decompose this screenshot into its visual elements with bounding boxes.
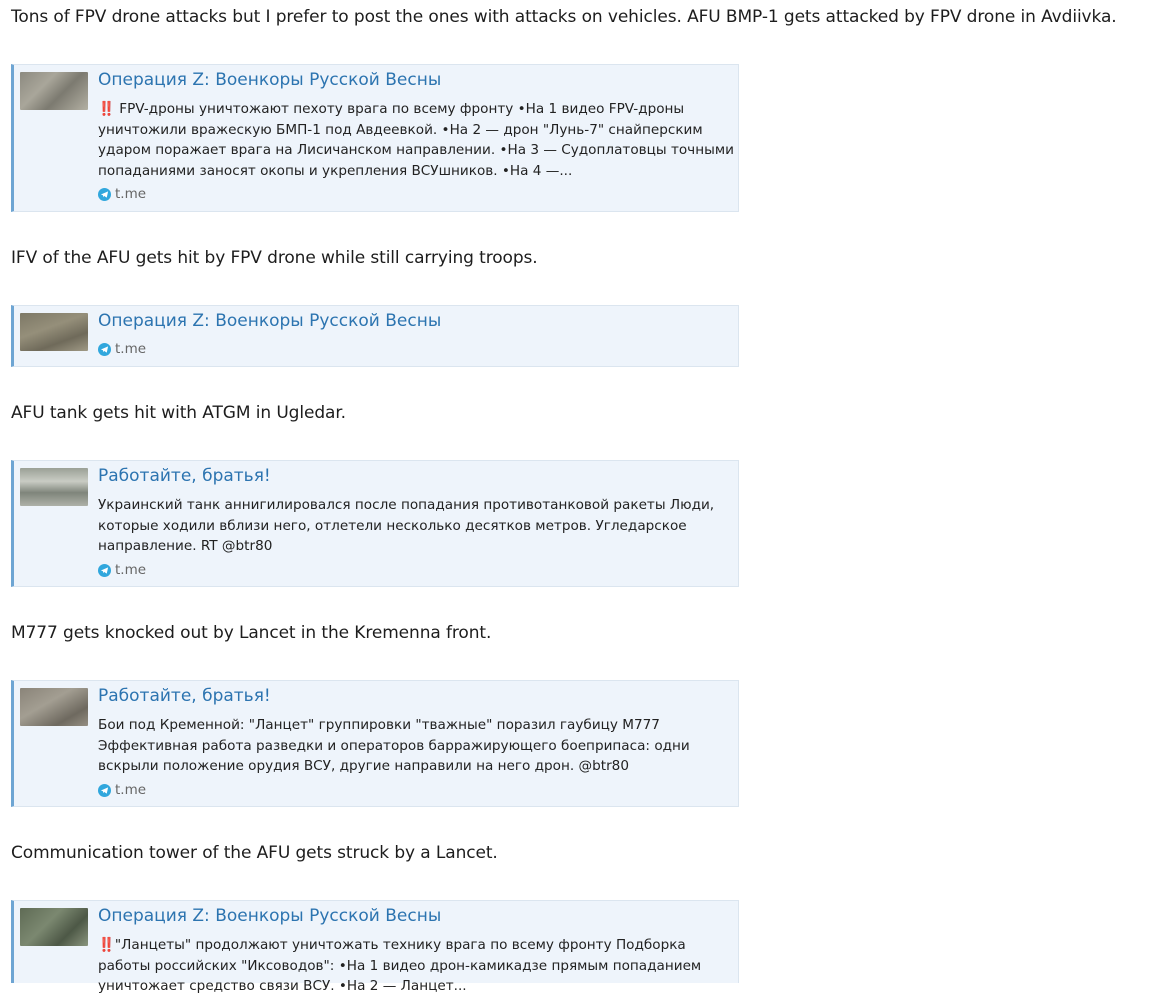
card-source[interactable] bbox=[98, 186, 146, 202]
card-title-link[interactable]: Работайте, братья! bbox=[98, 466, 271, 486]
preview-thumbnail[interactable] bbox=[20, 908, 88, 946]
card-description: Украинский танк аннигилировался после попадания противотанковой ракеты Люди, которые ходили вблизи него, отлетели несколько десятков метров. Угледарское направление. RT @btr80 bbox=[98, 497, 715, 554]
telegram-icon bbox=[98, 188, 111, 201]
preview-thumbnail[interactable] bbox=[20, 72, 88, 110]
card-title-link[interactable]: Операция Z: Военкоры Русской Весны bbox=[98, 906, 442, 926]
card-description: Бои под Кременной: "Ланцет" группировки "тважные" поразил гаубицу М777 Эффективная работа разведки и операторов барражирующего боеприпаса: одни вскрыли положение орудия ВСУ, другие направили на него дрон. @btr80 bbox=[98, 717, 690, 774]
card-source[interactable] bbox=[98, 341, 146, 357]
link-preview-card[interactable] bbox=[11, 64, 739, 212]
post-text: AFU tank gets hit with ATGM in Ugledar. bbox=[11, 403, 346, 423]
link-preview-card[interactable] bbox=[11, 900, 739, 994]
link-preview-card[interactable] bbox=[11, 460, 739, 587]
post-text: Communication tower of the AFU gets struck by a Lancet. bbox=[11, 843, 498, 863]
source-domain: t.me bbox=[115, 341, 147, 357]
card-title-link[interactable]: Операция Z: Военкоры Русской Весны bbox=[98, 311, 442, 331]
telegram-icon bbox=[98, 564, 111, 577]
link-preview-card[interactable] bbox=[11, 680, 739, 807]
card-source[interactable] bbox=[98, 782, 146, 798]
source-domain: t.me bbox=[115, 186, 147, 202]
post-text: IFV of the AFU gets hit by FPV drone while still carrying troops. bbox=[11, 248, 538, 268]
post-text: Tons of FPV drone attacks but I prefer to post the ones with attacks on vehicles. AFU BMP-1 gets attacked by FPV drone in Avdiivka. bbox=[11, 7, 1117, 27]
preview-thumbnail[interactable] bbox=[20, 313, 88, 351]
telegram-icon bbox=[98, 343, 111, 356]
post-text: M777 gets knocked out by Lancet in the Kremenna front. bbox=[11, 623, 492, 643]
source-domain: t.me bbox=[115, 562, 147, 578]
card-description: ‼️"Ланцеты" продолжают уничтожать технику врага по всему фронту Подборка работы российских "Иксоводов": •На 1 видео дрон-камикадзе прямым попаданием уничтожает средство связи ВСУ. •На 2 — Ланцет... bbox=[98, 937, 702, 994]
card-title-link[interactable]: Операция Z: Военкоры Русской Весны bbox=[98, 70, 442, 90]
link-preview-card[interactable] bbox=[11, 305, 739, 367]
card-source[interactable] bbox=[98, 562, 146, 578]
preview-thumbnail[interactable] bbox=[20, 468, 88, 506]
source-domain: t.me bbox=[115, 782, 147, 798]
card-description: ‼️ FPV-дроны уничтожают пехоту врага по всему фронту •На 1 видео FPV-дроны уничтожили вражескую БМП-1 под Авдеевкой. •На 2 — дрон "Лунь-7" снайперским ударом поражает врага на Лисичанском направлении. •На 3 — Судоплатовцы точными попаданиями заносят окопы и укрепления ВСУшников. •На 4 —... bbox=[98, 101, 734, 179]
telegram-icon bbox=[98, 784, 111, 797]
card-title-link[interactable]: Работайте, братья! bbox=[98, 686, 271, 706]
preview-thumbnail[interactable] bbox=[20, 688, 88, 726]
